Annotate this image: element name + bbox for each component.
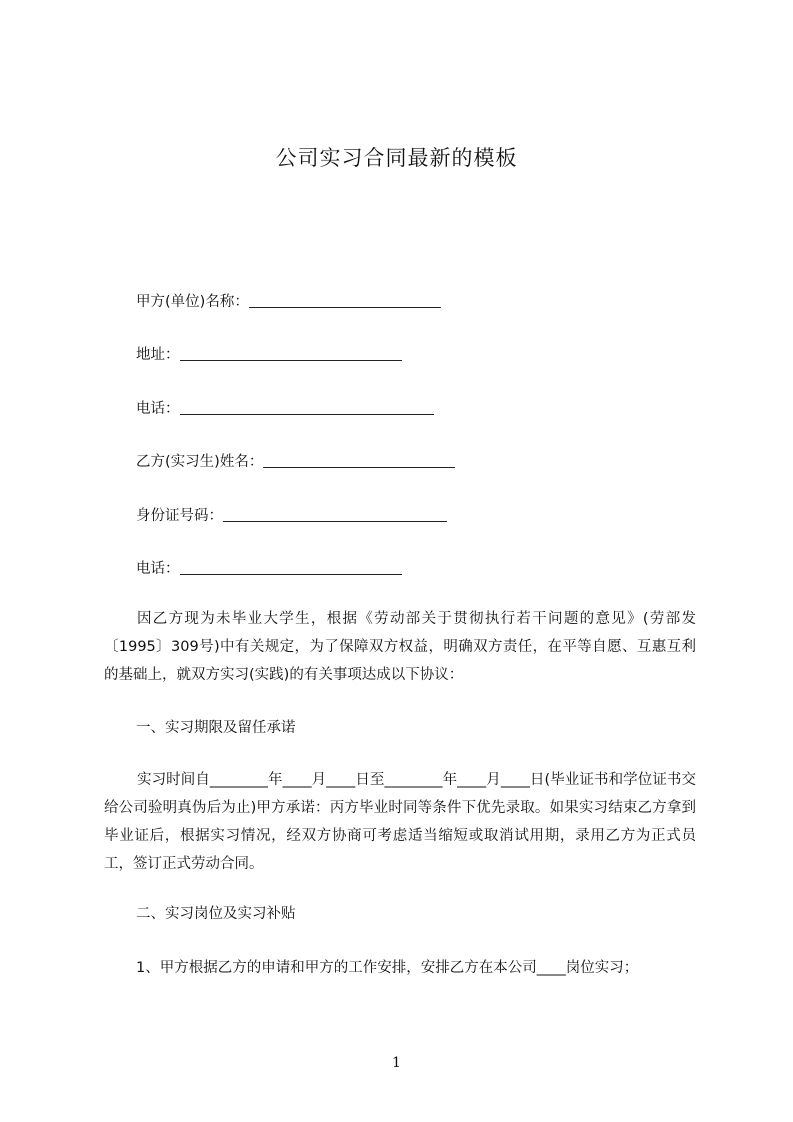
- field-label: 乙方(实习生)姓名：: [136, 454, 264, 470]
- intro-paragraph: 因乙方现为未毕业大学生，根据《劳动部关于贯彻执行若干问题的意见》(劳部发〔1995〕309号)中有关规定，为了保障双方权益，明确双方责任，在平等自愿、互惠互利的基础上，就双方实习(实践)的有关事项达成以下协议：: [104, 611, 696, 683]
- blank-line: [223, 506, 447, 522]
- party-b-id-field: [136, 506, 447, 526]
- party-a-phone-field: [136, 399, 434, 419]
- field-label: 地址：: [136, 347, 180, 363]
- blank-line: [180, 399, 434, 415]
- party-a-address-field: [136, 345, 402, 365]
- page-number: 1: [392, 1055, 401, 1071]
- blank-line: [180, 559, 402, 575]
- blank-line: [263, 452, 455, 468]
- blank-line: [180, 345, 402, 361]
- party-a-name-field: [136, 292, 441, 312]
- section2-heading: 二、实习岗位及实习补贴: [136, 906, 296, 922]
- section1-heading: 一、实习期限及留任承诺: [136, 720, 296, 736]
- field-label: 甲方(单位)名称：: [136, 294, 249, 310]
- field-label: 身份证号码：: [136, 508, 223, 524]
- section1-paragraph: 实习时间自________年____月____日至________年____月____日(毕业证书和学位证书交给公司验明真伪后为止)甲方承诺：丙方毕业时同等条件下优先录取。如果实习结束乙方拿到毕业证后，根据实习情况，经双方协商可考虑适当缩短或取消试用期，录用乙方为正式员工，签订正式劳动合同。: [104, 772, 696, 872]
- party-b-name-field: [136, 452, 455, 472]
- section2-item-1: 1、甲方根据乙方的申请和甲方的工作安排，安排乙方在本公司____岗位实习；: [136, 960, 639, 976]
- party-b-phone-field: [136, 559, 402, 579]
- field-label: 电话：: [136, 401, 180, 417]
- document-title: 公司实习合同最新的模板: [275, 146, 518, 170]
- field-label: 电话：: [136, 561, 180, 577]
- blank-line: [249, 292, 441, 308]
